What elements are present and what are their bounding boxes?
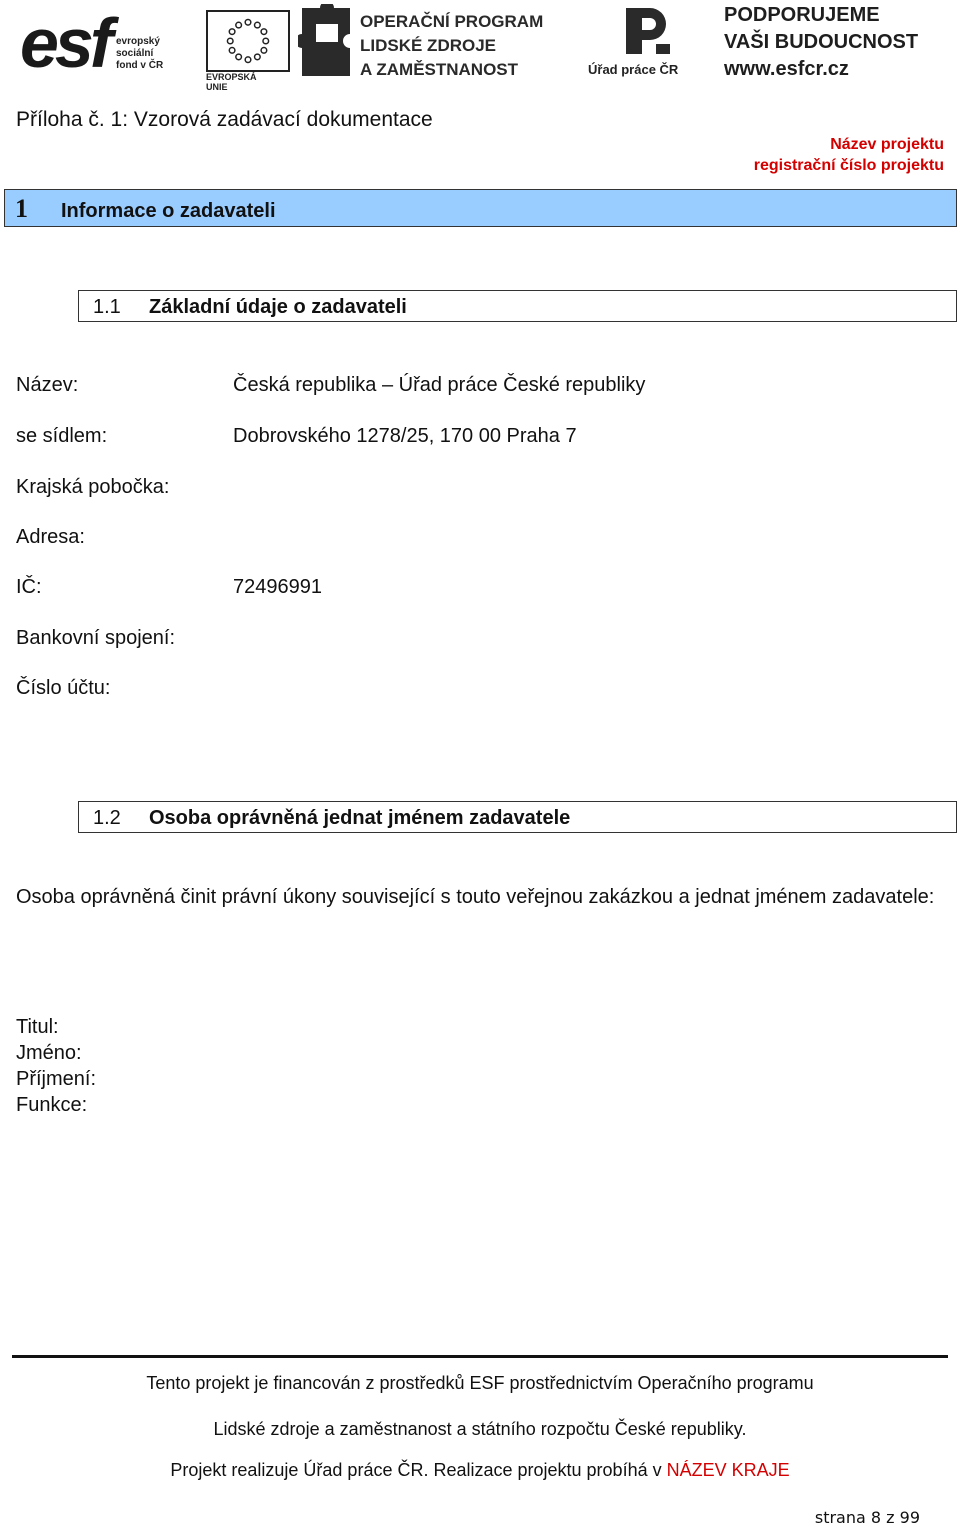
- section-1-2-heading: [78, 801, 957, 833]
- seat-value: Dobrovského 1278/25, 170 00 Praha 7: [233, 425, 577, 447]
- op-line: OPERAČNÍ PROGRAM: [360, 12, 544, 31]
- footer-divider: [12, 1355, 948, 1358]
- branch-label: Krajská pobočka:: [16, 476, 170, 498]
- page-number: strana 8 z 99: [814, 1508, 920, 1527]
- project-registration-number: registrační číslo projektu: [753, 157, 944, 174]
- address-label: Adresa:: [16, 526, 85, 548]
- urad-prace-label: Úřad práce ČR: [588, 62, 679, 77]
- annex-title: Příloha č. 1: Vzorová zadávací dokumentace: [16, 108, 433, 131]
- section-1-heading: [4, 189, 957, 227]
- section-1-1-heading: [78, 290, 957, 322]
- project-name: Název projektu: [830, 136, 944, 153]
- support-line: PODPORUJEME: [724, 4, 880, 26]
- footer-line-1: Tento projekt je financován z prostředků ESF prostřednictvím Operačního programu: [146, 1373, 814, 1393]
- section-number: 1.1: [93, 296, 121, 318]
- ic-label: IČ:: [16, 576, 42, 598]
- function-label: Funkce:: [16, 1094, 88, 1116]
- esf-caption-line: fond v ČR: [116, 60, 164, 71]
- esf-caption-line: evropský: [116, 36, 160, 47]
- support-line: VAŠI BUDOUCNOST: [724, 31, 919, 53]
- account-label: Číslo účtu:: [16, 677, 111, 699]
- region-name: NÁZEV KRAJE: [666, 1460, 790, 1480]
- seat-label: se sídlem:: [16, 425, 108, 447]
- support-text: [724, 2, 918, 83]
- eu-flag-icon: [206, 10, 290, 72]
- footer-line-2: Lidské zdroje a zaměstnanost a státního rozpočtu České republiky.: [213, 1419, 747, 1439]
- urad-prace-mark-icon: [620, 4, 674, 58]
- bank-label: Bankovní spojení:: [16, 627, 175, 649]
- esf-letters: esf: [20, 4, 110, 82]
- esf-caption-line: sociální: [116, 48, 154, 59]
- footer-line-3: [0, 1460, 960, 1481]
- title-label: Titul:: [16, 1016, 59, 1038]
- section-title: Osoba oprávněná jednat jménem zadavatele: [149, 807, 571, 829]
- esfcr-support-logo: [724, 2, 942, 82]
- authorized-person-paragraph: Osoba oprávněná činit právní úkony související s touto veřejnou zakázkou a jednat jménem zadavatele:: [16, 886, 935, 908]
- puzzle-icon: [298, 4, 354, 80]
- op-lzz-logo: [298, 4, 560, 80]
- op-line: A ZAMĚSTNANOST: [360, 60, 519, 79]
- name-value: Česká republika – Úřad práce České republiky: [233, 374, 646, 396]
- esf-caption: [116, 36, 163, 72]
- urad-prace-logo: [582, 4, 708, 80]
- section-title: Informace o zadavateli: [61, 200, 276, 222]
- op-lzz-text: [360, 10, 543, 82]
- footer-line-3-text: Projekt realizuje Úřad práce ČR. Realizace projektu probíhá v: [170, 1460, 667, 1480]
- esf-logo: [20, 4, 272, 92]
- eu-label: EVROPSKÁ UNIE: [206, 72, 257, 92]
- section-number: 1: [15, 194, 28, 223]
- ic-value: 72496991: [233, 576, 322, 598]
- section-number: 1.2: [93, 807, 121, 829]
- name-label: Název:: [16, 374, 79, 396]
- first-name-label: Jméno:: [16, 1042, 82, 1064]
- surname-label: Příjmení:: [16, 1068, 97, 1090]
- op-line: LIDSKÉ ZDROJE: [360, 36, 497, 55]
- section-title: Základní údaje o zadavateli: [149, 296, 407, 318]
- support-url: www.esfcr.cz: [724, 58, 849, 80]
